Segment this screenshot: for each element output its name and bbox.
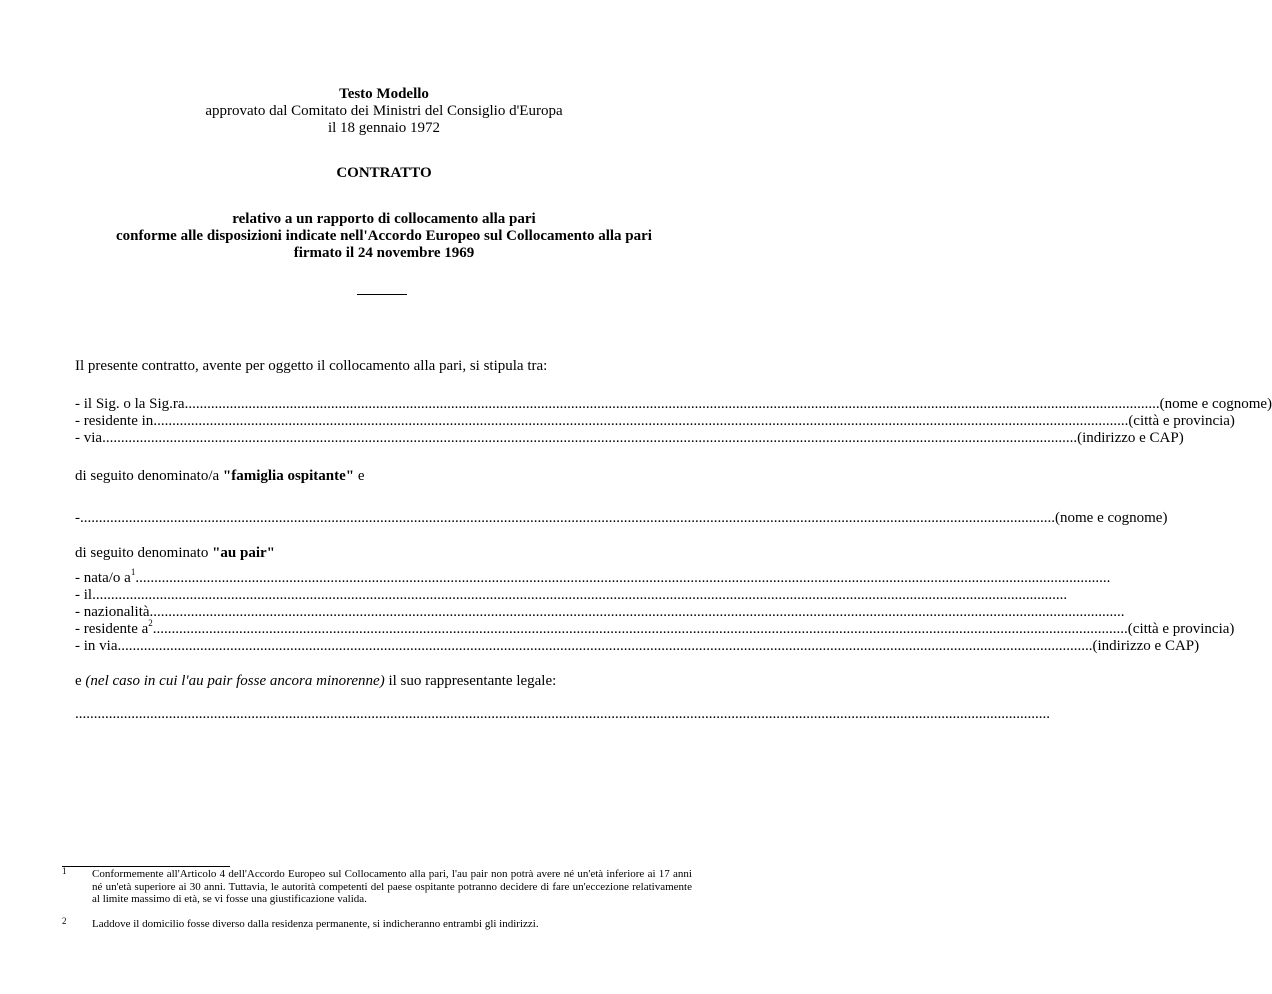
subtitle-line-1: relativo a un rapporto di collocamento alla pari bbox=[232, 211, 536, 227]
footnote-ref-2: 2 bbox=[148, 618, 153, 628]
minor-clause: e (nel caso in cui l'au pair fosse ancora minorenne) il suo rappresentante legale: bbox=[75, 673, 557, 689]
footnote-text: Laddove il domicilio fosse diverso dalla residenza permanente, si indicheranno entrambi gli indirizzi. bbox=[92, 918, 539, 930]
field-hint: (indirizzo e CAP) bbox=[1092, 638, 1200, 654]
field-hint: (nome e cognome) bbox=[1159, 396, 1272, 412]
host-family-term: "famiglia ospitante" bbox=[222, 468, 355, 484]
footnote-1 bbox=[62, 868, 692, 906]
fill-line: .................................................................................................................................................................................................................................................................... bbox=[80, 510, 1055, 526]
aupair-term: "au pair" bbox=[212, 545, 275, 561]
aupair-nationality-field[interactable] bbox=[75, 604, 1125, 621]
approval-date: il 18 gennaio 1972 bbox=[327, 120, 441, 136]
separator-line bbox=[357, 294, 407, 295]
aupair-name-field[interactable] bbox=[75, 510, 1168, 527]
legal-representative-field[interactable] bbox=[75, 706, 1050, 723]
field-label: - bbox=[75, 510, 80, 526]
field-hint: (nome e cognome) bbox=[1055, 510, 1168, 526]
fill-line: .................................................................................................................................................................................................................................................................... bbox=[117, 638, 1093, 654]
fill-line: .................................................................................................................................................................................................................................................................... bbox=[102, 430, 1078, 446]
fill-line: .................................................................................................................................................................................................................................................................... bbox=[184, 396, 1160, 412]
footnote-text: Conformemente all'Articolo 4 dell'Accordo Europeo sul Collocamento alla pari, l'au pair non potrà avere né un'età inferiore ai 17 anni né un'età superiore ai 30 anni. Tuttavia, le autorità competenti del paese ospitante potranno decidere di fare un'eccezione relativamente al limite massimo di età, se vi fosse una giustificazione valida. bbox=[92, 868, 692, 905]
fill-line: .................................................................................................................................................................................................................................................................... bbox=[92, 587, 1068, 603]
field-label: - via bbox=[75, 430, 103, 446]
aupair-designation: di seguito denominato "au pair" bbox=[75, 545, 275, 561]
host-address-field[interactable] bbox=[75, 430, 1184, 447]
aupair-birthdate-field[interactable] bbox=[75, 587, 1068, 604]
aupair-address-field[interactable] bbox=[75, 638, 1200, 655]
field-label: - il bbox=[75, 587, 93, 603]
host-name-field[interactable] bbox=[75, 396, 1272, 413]
model-title: Testo Modello bbox=[339, 86, 429, 102]
fill-line: .................................................................................................................................................................................................................................................................... bbox=[75, 706, 1050, 722]
subtitle-line-3: firmato il 24 novembre 1969 bbox=[293, 245, 475, 261]
contract-title: CONTRATTO bbox=[336, 165, 432, 181]
aupair-birthplace-field[interactable] bbox=[75, 567, 1111, 587]
field-label: - in via bbox=[75, 638, 118, 654]
footnote-2 bbox=[62, 918, 692, 931]
footnote-ref-1: 1 bbox=[130, 567, 136, 577]
footnote-number: 1 bbox=[62, 866, 67, 876]
footnote-rule bbox=[62, 866, 230, 867]
footnote-number: 2 bbox=[62, 916, 67, 926]
field-hint: (città e provincia) bbox=[1128, 413, 1235, 429]
field-label: - nata/o $a^1$ bbox=[75, 567, 136, 586]
field-label: - residente in bbox=[75, 413, 154, 429]
intro-text: Il presente contratto, avente per oggetto il collocamento alla pari, si stipula tra: bbox=[75, 358, 548, 374]
host-city-field[interactable] bbox=[75, 413, 1235, 430]
field-hint: (città e provincia) bbox=[1127, 621, 1235, 637]
field-hint: (indirizzo e CAP) bbox=[1077, 430, 1184, 446]
field-label: - il Sig. o la Sig.ra bbox=[75, 396, 185, 412]
field-label: - nazionalità bbox=[75, 604, 150, 620]
field-label: - residente $a^2$ bbox=[75, 618, 153, 637]
subtitle-line-2: conforme alle disposizioni indicate nell'Accordo Europeo sul Collocamento alla pari bbox=[116, 228, 652, 244]
fill-line: .................................................................................................................................................................................................................................................................... bbox=[153, 413, 1129, 429]
approval-line: approvato dal Comitato dei Ministri del Consiglio d'Europa bbox=[205, 103, 563, 119]
fill-line: .................................................................................................................................................................................................................................................................... bbox=[135, 570, 1111, 586]
fill-line: .................................................................................................................................................................................................................................................................... bbox=[149, 604, 1125, 620]
fill-line: .................................................................................................................................................................................................................................................................... bbox=[152, 621, 1128, 637]
host-designation: di seguito denominato/a "famiglia ospitante" e bbox=[75, 468, 365, 484]
aupair-city-field[interactable] bbox=[75, 618, 1235, 638]
minor-condition: (nel caso in cui l'au pair fosse ancora minorenne) bbox=[85, 673, 385, 689]
